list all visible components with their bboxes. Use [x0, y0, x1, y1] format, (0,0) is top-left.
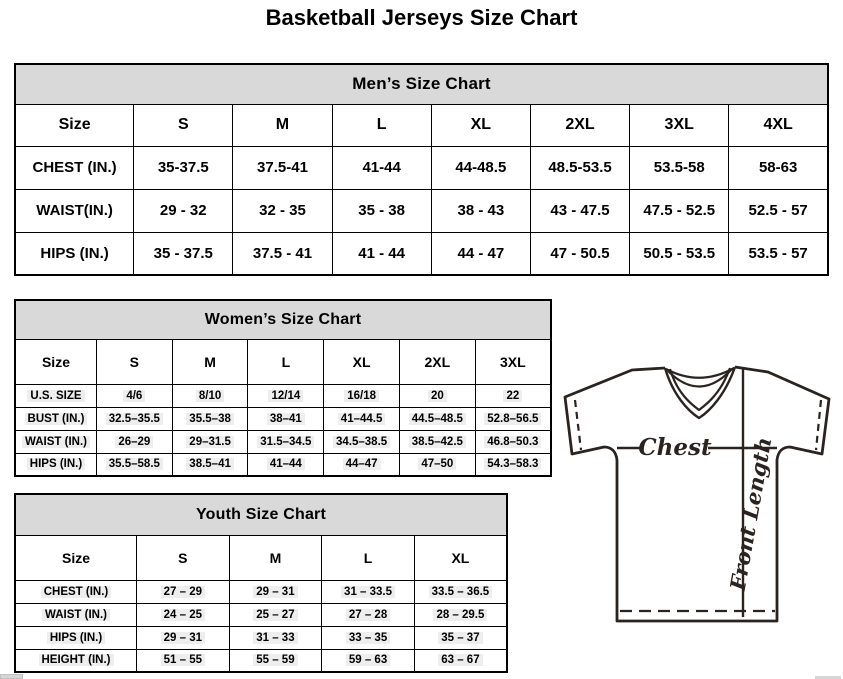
cell-text: 29 – 31 [161, 632, 205, 644]
size-cell [630, 146, 729, 189]
horizontal-scrollbar-fragment-left[interactable] [0, 674, 23, 679]
size-cell [729, 189, 828, 232]
size-cell [630, 232, 729, 275]
cell-text: 48.5-53.5 [548, 159, 612, 176]
size-cell [229, 649, 322, 672]
cell-text: CHEST (IN.) [41, 586, 112, 598]
womens-size-chart-table [14, 299, 552, 477]
cell-text: M [269, 549, 282, 566]
table-row [15, 649, 507, 672]
cell-text: 35 – 37 [438, 632, 482, 644]
row-label [15, 232, 134, 275]
size-cell [322, 649, 415, 672]
table-row [15, 430, 551, 453]
size-cell [248, 453, 324, 476]
row-label [15, 430, 96, 453]
column-header [530, 104, 629, 146]
cell-text: 37.5-41 [257, 159, 308, 176]
cell-text: 2XL [565, 116, 595, 133]
row-label [15, 453, 96, 476]
size-cell [233, 232, 332, 275]
youth-size-chart-table [14, 493, 508, 673]
size-cell [399, 453, 475, 476]
cell-text: 29 - 32 [159, 202, 207, 219]
cell-text: 44.5–48.5 [409, 413, 466, 425]
column-header [96, 339, 172, 384]
cell-text: U.S. SIZE [27, 390, 84, 402]
cell-text: 31 – 33.5 [341, 586, 395, 598]
cell-text: 22 [503, 390, 522, 402]
row-label [15, 580, 137, 603]
cell-text: 31 – 33 [253, 632, 297, 644]
cell-text: 3XL [664, 116, 694, 133]
cell-text: 54.3–58.3 [484, 458, 541, 470]
cell-text: Size [58, 116, 91, 133]
size-cell [137, 649, 230, 672]
cell-text: 35.5–38 [186, 413, 234, 425]
table-row [15, 232, 828, 275]
cell-text: 38.5–41 [186, 458, 234, 470]
column-header [248, 339, 324, 384]
column-header-row [15, 535, 507, 580]
cell-text: 53.5 - 57 [748, 244, 808, 262]
size-cell [322, 626, 415, 649]
size-cell [248, 384, 324, 407]
cell-text: 32.5–35.5 [106, 413, 163, 425]
cell-text: 35.5–58.5 [106, 458, 163, 470]
cell-text: 41-44 [362, 159, 401, 176]
size-cell [324, 453, 400, 476]
cell-text: WAIST (IN.) [22, 436, 90, 448]
size-cell [475, 384, 551, 407]
cell-text: 25 – 27 [253, 609, 297, 621]
column-header [414, 535, 507, 580]
size-cell [248, 407, 324, 430]
table-row [15, 626, 507, 649]
cell-text: 47.5 - 52.5 [643, 202, 716, 219]
cell-text: HIPS (IN.) [47, 632, 105, 644]
cell-text: M [204, 353, 216, 370]
cell-text: 31.5–34.5 [257, 436, 314, 448]
size-cell [233, 146, 332, 189]
size-cell [96, 384, 172, 407]
size-cell [332, 189, 431, 232]
cell-text: HIPS (IN.) [40, 244, 109, 262]
column-header [322, 535, 415, 580]
column-header [729, 104, 828, 146]
column-header [431, 104, 530, 146]
jersey-measurement-diagram [558, 352, 843, 634]
cell-text: 20 [428, 390, 447, 402]
cell-text: 29–31.5 [186, 436, 234, 448]
cell-text: M [275, 116, 290, 133]
cell-text: WAIST (IN.) [42, 609, 110, 621]
size-cell [530, 146, 629, 189]
column-header [324, 339, 400, 384]
size-cell [137, 580, 230, 603]
page-title: Basketball Jerseys Size Chart [265, 5, 578, 30]
size-cell [137, 603, 230, 626]
table-row [15, 603, 507, 626]
size-label-header [15, 104, 134, 146]
size-cell [332, 146, 431, 189]
size-cell [475, 453, 551, 476]
size-label-header [15, 535, 137, 580]
size-cell [96, 453, 172, 476]
chest-label: Chest [638, 434, 712, 461]
table-title [15, 300, 551, 339]
table-title-row [15, 494, 507, 535]
cell-text: 41–44 [267, 458, 305, 470]
size-cell [414, 649, 507, 672]
size-cell [475, 430, 551, 453]
size-cell [172, 384, 248, 407]
size-cell [729, 146, 828, 189]
cell-text: Size [41, 353, 70, 370]
size-cell [332, 232, 431, 275]
column-header [475, 339, 551, 384]
column-header [233, 104, 332, 146]
cell-text: S [177, 116, 189, 133]
cell-text: XL [470, 116, 492, 133]
cell-text: HIPS (IN.) [27, 458, 85, 470]
size-label-header [15, 339, 96, 384]
cell-text: 43 - 47.5 [550, 202, 610, 219]
row-label [15, 407, 96, 430]
size-cell [530, 189, 629, 232]
table-title [15, 64, 828, 104]
cell-text: 44 - 47 [457, 244, 505, 262]
table-row [15, 146, 828, 189]
cell-text: 2XL [424, 353, 451, 370]
cell-text: Size [62, 549, 91, 566]
column-header [399, 339, 475, 384]
cell-text: BUST (IN.) [25, 413, 88, 425]
size-cell [414, 603, 507, 626]
size-cell [324, 430, 400, 453]
column-header [332, 104, 431, 146]
size-cell [630, 189, 729, 232]
column-header [172, 339, 248, 384]
cell-text: 34.5–38.5 [333, 436, 390, 448]
size-cell [172, 407, 248, 430]
size-cell [248, 430, 324, 453]
size-cell [530, 232, 629, 275]
row-label [15, 146, 134, 189]
cell-text: 12/14 [268, 390, 303, 402]
cell-text: 35 - 38 [358, 202, 405, 219]
size-cell [172, 453, 248, 476]
cell-text: 37.5 - 41 [252, 244, 313, 262]
cell-text: 24 – 25 [161, 609, 205, 621]
size-cell [324, 384, 400, 407]
cell-text: 41 - 44 [358, 244, 405, 262]
cell-text: 38 - 43 [457, 202, 505, 219]
cell-text: 63 – 67 [438, 654, 482, 666]
left-sleeve-cuff-dashes [575, 400, 581, 450]
size-cell [322, 580, 415, 603]
cell-text: XL [352, 353, 371, 370]
cell-text: Women’s Size Chart [204, 310, 362, 328]
cell-text: 4/6 [123, 390, 145, 402]
cell-text: 52.8–56.5 [484, 413, 541, 425]
size-cell [431, 232, 530, 275]
size-cell [475, 407, 551, 430]
table-title-row [15, 300, 551, 339]
cell-text: 28 – 29.5 [433, 609, 487, 621]
column-header [229, 535, 322, 580]
column-header-row [15, 104, 828, 146]
right-sleeve-cuff-dashes [816, 400, 821, 450]
cell-text: 44–47 [343, 458, 381, 470]
cell-text: S [178, 549, 188, 566]
cell-text: L [363, 549, 373, 566]
size-cell [229, 580, 322, 603]
size-cell [233, 189, 332, 232]
cell-text: 27 – 29 [161, 586, 205, 598]
column-header [630, 104, 729, 146]
cell-text: 33.5 – 36.5 [429, 586, 493, 598]
cell-text: 38.5–42.5 [409, 436, 466, 448]
cell-text: L [281, 353, 291, 370]
row-label [15, 649, 137, 672]
size-cell [322, 603, 415, 626]
cell-text: 8/10 [196, 390, 224, 402]
cell-text: 3XL [500, 353, 526, 370]
size-cell [414, 580, 507, 603]
column-header [137, 535, 230, 580]
cell-text: 53.5-58 [653, 159, 705, 176]
cell-text: HEIGHT (IN.) [39, 654, 114, 666]
mens-size-chart-table [14, 63, 829, 276]
cell-text: 58-63 [758, 159, 798, 176]
cell-text: L [376, 116, 387, 133]
size-cell [399, 430, 475, 453]
cell-text: XL [451, 549, 470, 566]
cell-text: Men’s Size Chart [352, 74, 491, 94]
cell-text: WAIST(IN.) [36, 202, 113, 219]
cell-text: CHEST (IN.) [32, 159, 117, 176]
row-label [15, 603, 137, 626]
cell-text: 52.5 - 57 [748, 202, 808, 219]
table-row [15, 580, 507, 603]
table-row [15, 384, 551, 407]
table-row [15, 189, 828, 232]
front-length-label: Front Length [724, 435, 777, 593]
jersey-outline-shape [565, 367, 829, 621]
size-cell [729, 232, 828, 275]
cell-text: 38–41 [267, 413, 305, 425]
column-header-row [15, 339, 551, 384]
size-cell [134, 146, 233, 189]
cell-text: 41–44.5 [338, 413, 386, 425]
cell-text: Youth Size Chart [195, 505, 327, 523]
size-cell [431, 146, 530, 189]
cell-text: 27 – 28 [346, 609, 390, 621]
size-cell [96, 407, 172, 430]
cell-text: 47 - 50.5 [550, 244, 610, 262]
cell-text: 16/18 [344, 390, 379, 402]
cell-text: 44-48.5 [455, 159, 507, 176]
cell-text: 55 – 59 [253, 654, 297, 666]
cell-text: S [129, 353, 140, 370]
cell-text: 4XL [763, 116, 793, 133]
size-cell [134, 189, 233, 232]
row-label [15, 626, 137, 649]
size-cell [134, 232, 233, 275]
table-row [15, 453, 551, 476]
cell-text: 50.5 - 53.5 [643, 244, 716, 262]
size-cell [229, 626, 322, 649]
size-cell [96, 430, 172, 453]
size-cell [137, 626, 230, 649]
row-label [15, 384, 96, 407]
cell-text: 29 – 31 [253, 586, 297, 598]
table-title [15, 494, 507, 535]
table-row [15, 407, 551, 430]
table-title-row [15, 64, 828, 104]
cell-text: 32 - 35 [259, 202, 306, 219]
cell-text: 59 – 63 [346, 654, 390, 666]
cell-text: 33 – 35 [346, 632, 390, 644]
size-cell [399, 384, 475, 407]
size-cell [229, 603, 322, 626]
size-cell [172, 430, 248, 453]
cell-text: 26–29 [115, 436, 153, 448]
cell-text: 35-37.5 [157, 159, 209, 176]
size-cell [399, 407, 475, 430]
cell-text: 46.8–50.3 [484, 436, 541, 448]
cell-text: 35 - 37.5 [153, 244, 213, 262]
size-cell [324, 407, 400, 430]
cell-text: 47–50 [418, 458, 456, 470]
row-label [15, 189, 134, 232]
size-cell [431, 189, 530, 232]
size-cell [414, 626, 507, 649]
cell-text: 51 – 55 [161, 654, 205, 666]
column-header [134, 104, 233, 146]
